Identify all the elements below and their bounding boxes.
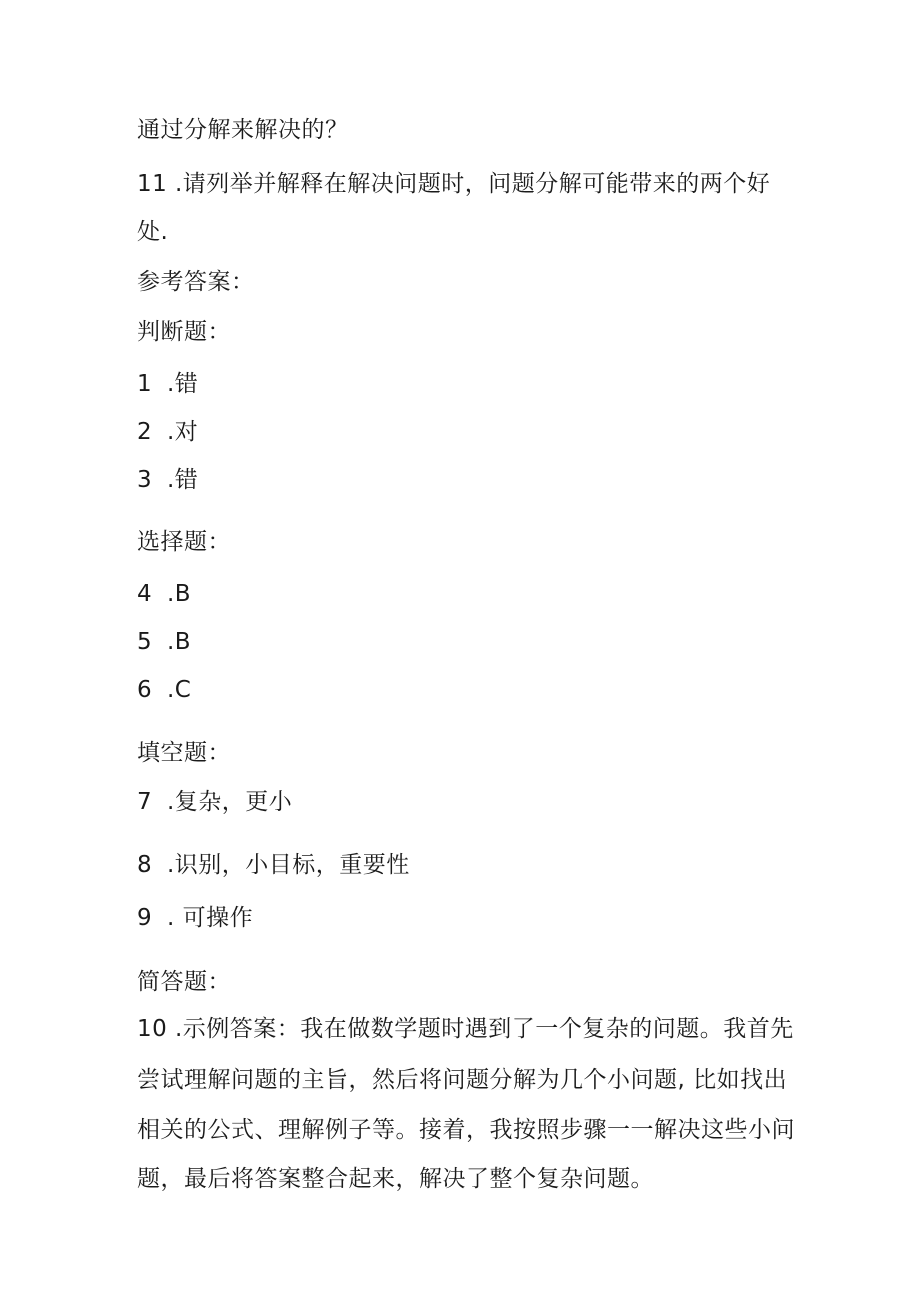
short-answer-line-3: 相关的公式、理解例子等。接着，我按照步骤一一解决这些小问 <box>137 1117 795 1143</box>
answer-number: 1 <box>137 371 153 397</box>
answer-number: 4 <box>137 581 153 607</box>
answer-key-heading: 参考答案： <box>137 269 255 295</box>
answer-number: 6 <box>137 677 153 703</box>
answer-item <box>137 902 253 934</box>
answer-number: 5 <box>137 629 153 655</box>
answer-text: .错 <box>167 467 199 493</box>
answer-text: .识别，小目标，重要性 <box>167 852 410 878</box>
multiple-choice-heading: 选择题： <box>137 529 231 555</box>
answer-item <box>137 464 198 496</box>
answer-number: 7 <box>137 789 153 815</box>
answer-item <box>137 368 198 400</box>
short-answer-text: .示例答案：我在做数学题时遇到了一个复杂的问题。我首先 <box>175 1016 794 1042</box>
short-answer-line-1 <box>137 1013 794 1045</box>
short-answer-line-2: 尝试理解问题的主旨，然后将问题分解为几个小问题, 比如找出 <box>137 1067 788 1093</box>
answer-item <box>137 786 292 818</box>
answer-number: 3 <box>137 467 153 493</box>
answer-text: .C <box>167 677 192 703</box>
answer-item <box>137 578 191 610</box>
answer-number: 8 <box>137 852 153 878</box>
answer-text: .错 <box>167 371 199 397</box>
answer-item <box>137 674 191 706</box>
answer-item <box>137 849 410 881</box>
short-answer-heading: 简答题： <box>137 969 231 995</box>
answer-text: .复杂，更小 <box>167 789 293 815</box>
answer-number: 2 <box>137 419 153 445</box>
short-answer-number: 10 <box>137 1016 168 1042</box>
question-11-line-2: 处. <box>137 219 169 245</box>
answer-item <box>137 416 198 448</box>
answer-text: .对 <box>167 419 199 445</box>
answer-text: .B <box>167 581 192 607</box>
true-false-heading: 判断题： <box>137 319 231 345</box>
question-10-continuation: 通过分解来解决的？ <box>137 117 349 143</box>
short-answer-line-4: 题，最后将答案整合起来，解决了整个复杂问题。 <box>137 1166 654 1192</box>
answer-item <box>137 626 191 658</box>
question-11-number: 11 <box>137 171 168 197</box>
question-11-text: .请列举并解释在解决问题时，问题分解可能带来的两个好 <box>175 171 771 197</box>
question-11-line-1 <box>137 168 770 200</box>
answer-number: 9 <box>137 905 153 931</box>
answer-text: .B <box>167 629 192 655</box>
answer-text: . 可操作 <box>167 905 254 931</box>
fill-blank-heading: 填空题： <box>137 740 231 766</box>
